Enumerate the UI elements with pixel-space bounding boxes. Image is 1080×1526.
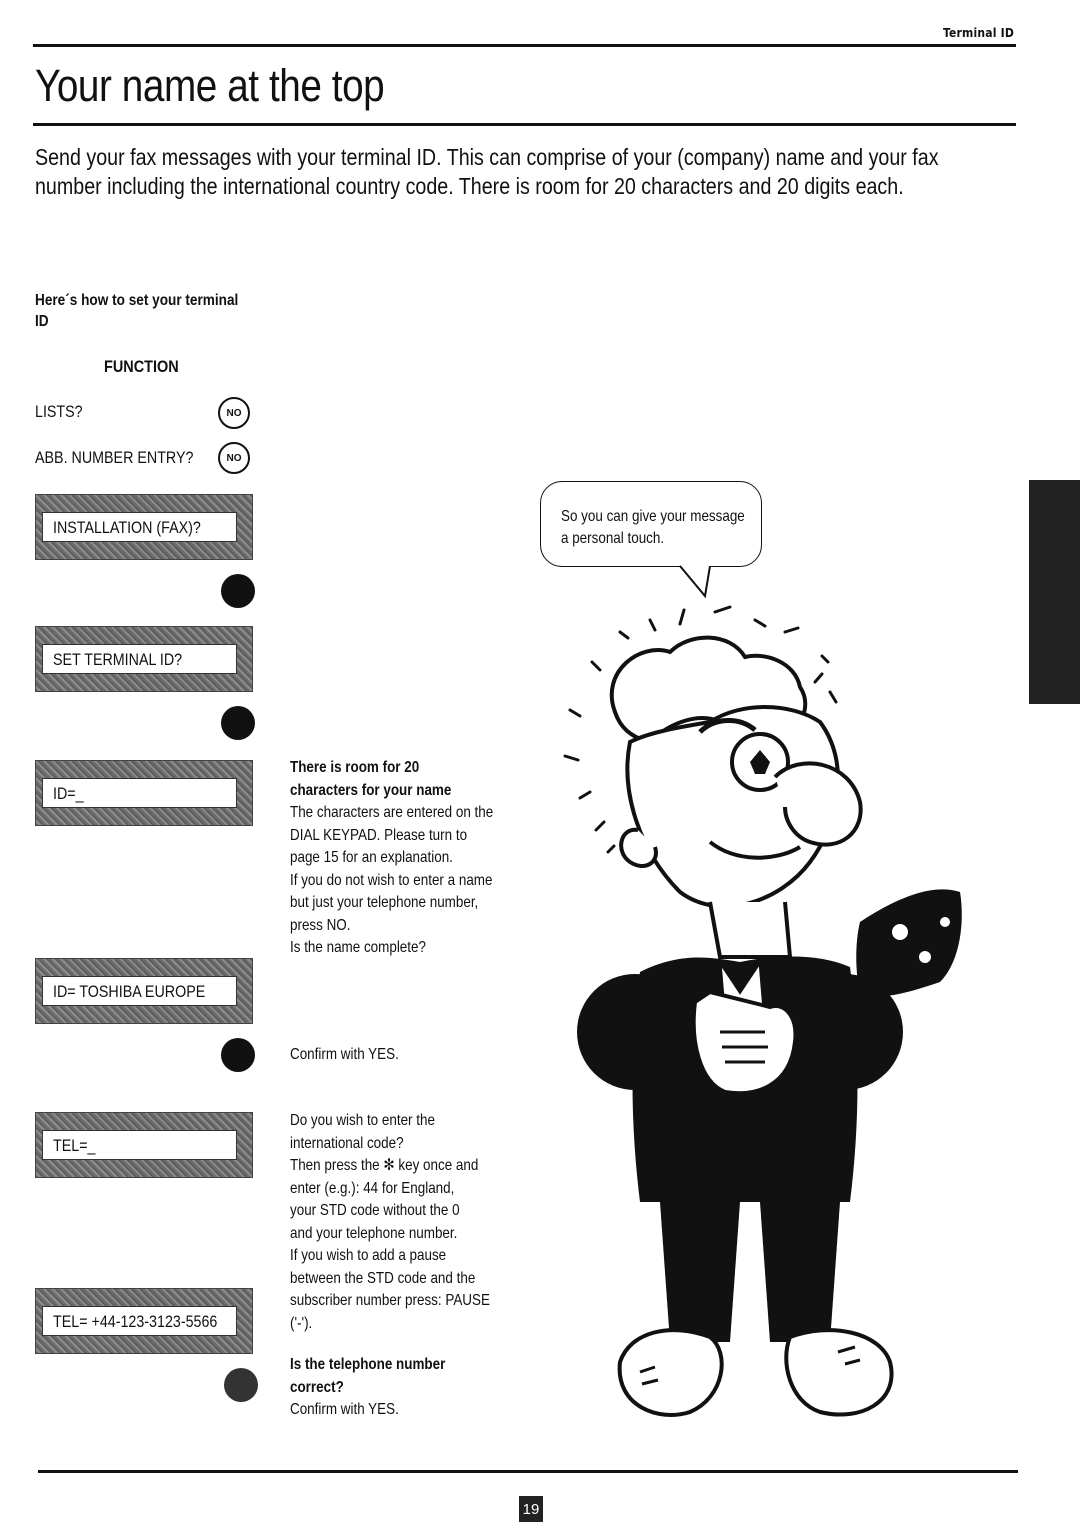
intl-line: enter (e.g.): 44 for England, (290, 1179, 455, 1197)
lcd-text: ID=_ (53, 784, 84, 803)
page-title: Your name at the top (35, 60, 385, 111)
room-line: but just your telephone number, (290, 894, 479, 911)
lcd-text: TEL=_ (53, 1136, 96, 1155)
bubble-line: So you can give your message (561, 508, 745, 525)
function-key-label: FUNCTION (104, 357, 179, 376)
lcd-display (35, 1288, 253, 1354)
title-rule (33, 123, 1016, 126)
intl-line: and your telephone number. (290, 1224, 458, 1242)
lcd-display (35, 494, 253, 560)
room-note (290, 757, 517, 960)
chapter-tab (1029, 480, 1080, 704)
room-line: Is the name complete? (290, 939, 426, 956)
lcd-text: INSTALLATION (FAX)? (53, 518, 201, 537)
intl-line: ('-'). (290, 1314, 313, 1332)
page-number: 19 (519, 1496, 543, 1522)
bubble-line: a personal touch. (561, 530, 665, 547)
intl-line: subscriber number press: PAUSE (290, 1292, 490, 1309)
bottom-rule (38, 1470, 1018, 1473)
intl-line: Do you wish to enter the (290, 1112, 435, 1129)
confirm-note: Confirm with YES. (290, 1046, 399, 1063)
no-key-icon: NO (218, 442, 250, 474)
cartoon-character-illustration (560, 562, 980, 1442)
intl-line: Then press the ✻ key once and (290, 1157, 479, 1174)
speech-bubble (540, 481, 762, 567)
howto-heading: Here´s how to set your terminal ID (35, 292, 239, 330)
step-lists: LISTS? (35, 402, 83, 421)
intl-line: between the STD code and the (290, 1269, 476, 1287)
bubble-tail (680, 566, 710, 596)
yes-key-icon (221, 574, 255, 608)
intl-line: If you wish to add a pause (290, 1247, 447, 1264)
tel-note (290, 1354, 517, 1422)
section-label: Terminal ID (943, 26, 1014, 40)
lcd-display (35, 1112, 253, 1178)
intl-line: international code? (290, 1134, 404, 1152)
step-abb-number-entry: ABB. NUMBER ENTRY? (35, 448, 194, 467)
room-line: press NO. (290, 916, 351, 934)
intl-line: your STD code without the 0 (290, 1202, 460, 1219)
intro-paragraph: Send your fax messages with your terminal ID. This can comprise of your (company) name and your fax number including the international country code. There is room for 20 characters and 20 digits each. (35, 144, 939, 199)
lcd-display (35, 958, 253, 1024)
room-line: DIAL KEYPAD. Please turn to (290, 826, 468, 844)
lcd-display (35, 626, 253, 692)
tel-heading: Is the telephone number correct? (290, 1356, 446, 1396)
room-heading: There is room for 20 characters for your name (290, 759, 452, 799)
lcd-text: ID= TOSHIBA EUROPE (53, 982, 206, 1001)
intl-note (290, 1110, 517, 1335)
top-rule (33, 44, 1016, 47)
lcd-display (35, 760, 253, 826)
yes-key-icon (221, 706, 255, 740)
room-line: page 15 for an explanation. (290, 849, 453, 866)
lcd-text: SET TERMINAL ID? (53, 650, 183, 669)
lcd-text: TEL= +44-123-3123-5566 (53, 1312, 218, 1331)
yes-key-icon (221, 1038, 255, 1072)
yes-key-icon (224, 1368, 258, 1402)
no-key-icon: NO (218, 397, 250, 429)
tel-confirm: Confirm with YES. (290, 1401, 399, 1418)
room-line: If you do not wish to enter a name (290, 871, 493, 889)
room-line: The characters are entered on the (290, 804, 494, 821)
